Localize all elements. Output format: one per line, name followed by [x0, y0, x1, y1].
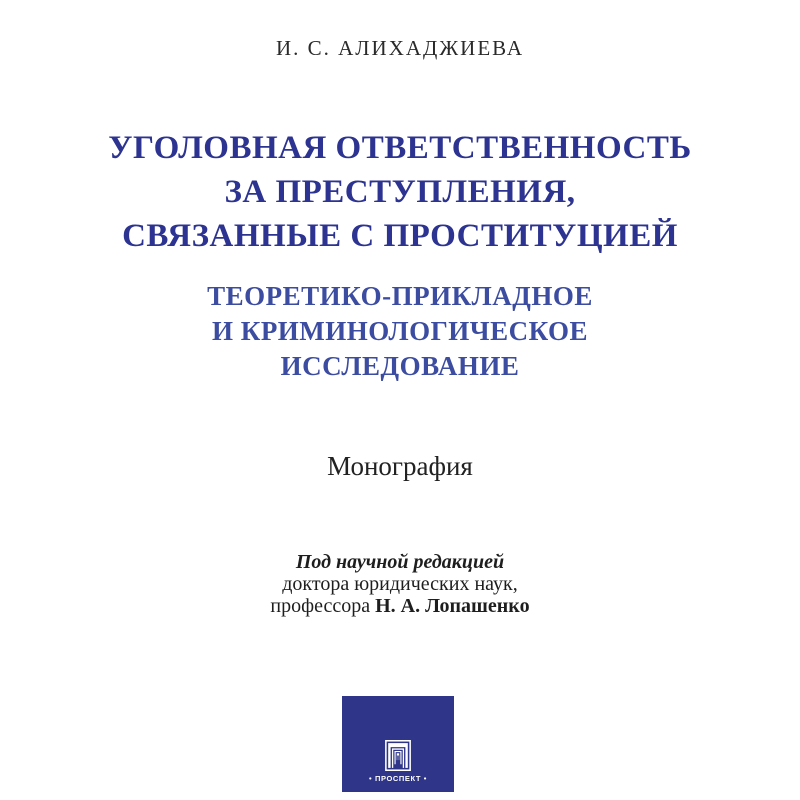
- editor-degree: доктора юридических наук,: [282, 573, 518, 595]
- author-name: И. С. АЛИХАДЖИЕВА: [275, 36, 525, 60]
- subtitle-line: ИССЛЕДОВАНИЕ: [280, 351, 520, 381]
- editor-credit-heading: Под научной редакцией: [295, 551, 505, 573]
- title-line: ЗА ПРЕСТУПЛЕНИЯ,: [224, 174, 576, 210]
- genre-label: Монография: [327, 451, 473, 481]
- title-line: СВЯЗАННЫЕ С ПРОСТИТУЦИЕЙ: [122, 218, 678, 254]
- editor-title-prefix: профессора: [270, 595, 376, 617]
- title-line: УГОЛОВНАЯ ОТВЕТСТВЕННОСТЬ: [108, 130, 692, 166]
- publisher-name: • ПРОСПЕКТ •: [369, 774, 427, 783]
- editor-credit: [0, 551, 800, 617]
- publisher-logo: [342, 696, 454, 792]
- editor-name: Н. А. Лопашенко: [375, 595, 530, 617]
- book-subtitle: [0, 279, 800, 384]
- book-title: [0, 126, 800, 258]
- subtitle-line: И КРИМИНОЛОГИЧЕСКОЕ: [211, 316, 588, 346]
- subtitle-line: ТЕОРЕТИКО-ПРИКЛАДНОЕ: [207, 281, 593, 311]
- prospekt-gate-icon: [385, 740, 411, 771]
- editor-name-line: [0, 595, 800, 617]
